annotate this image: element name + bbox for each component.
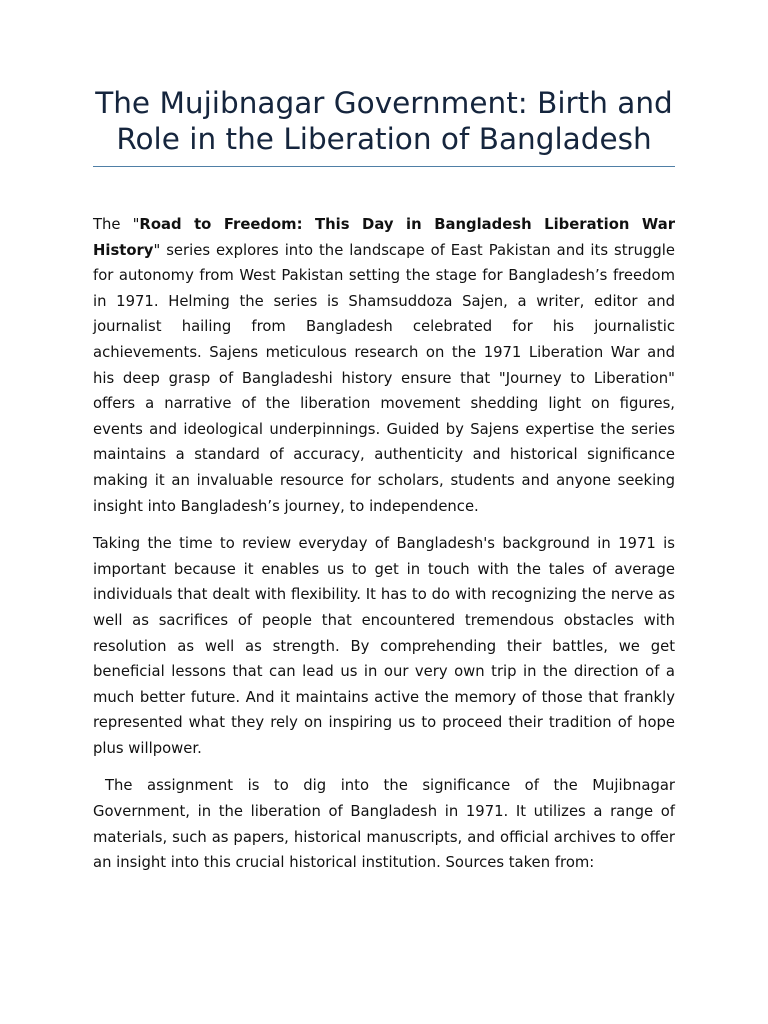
paragraph-importance: Taking the time to review everyday of Bangladesh's background in 1971 is important because it enables us to get in touch with the tales of average individuals that dealt with flexibility. It has to do with recognizing the nerve as well as sacrifices of people that encountered tremendous obstacles with resolution as well as strength. By comprehending their battles, we get beneficial lessons that can lead us in our very own trip in the direction of a much better future. And it maintains active the memory of those that frankly represented what they rely on inspiring us to proceed their tradition of hope plus willpower. [93,535,675,757]
paragraph-intro-lead: The " [93,216,140,233]
title-divider [93,166,675,167]
paragraph-intro-rest: " series explores into the landscape of East Pakistan and its struggle for autonomy from West Pakistan setting the stage for Bangladesh’s freedom in 1971. Helming the series is Shamsuddoza Sajen, a writer, editor and journalist hailing from Bangladesh celebrated for his journalistic achievements. Sajens meticulous research on the 1971 Liberation War and his deep grasp of Bangladeshi history ensure that "Journey to Liberation" offers a narrative of the liberation movement shedding light on figures, events and ideological underpinnings. Guided by Sajens expertise the series maintains a standard of accuracy, authenticity and historical significance making it an invaluable resource for scholars, students and anyone seeking insight into Bangladesh’s journey, to independence. [93,241,675,515]
document-page [93,86,675,876]
paragraph-intro [93,212,675,519]
series-title: Road to Freedom: This Day in Bangladesh Liberation War History [93,216,676,259]
document-title: The Mujibnagar Government: Birth and Role in the Liberation of Bangladesh [95,86,673,156]
paragraph-assignment: The assignment is to dig into the significance of the Mujibnagar Government, in the liberation of Bangladesh in 1971. It utilizes a range of materials, such as papers, historical manuscripts, and official archives to offer an insight into this crucial historical institution. Sources taken from: [93,777,675,872]
